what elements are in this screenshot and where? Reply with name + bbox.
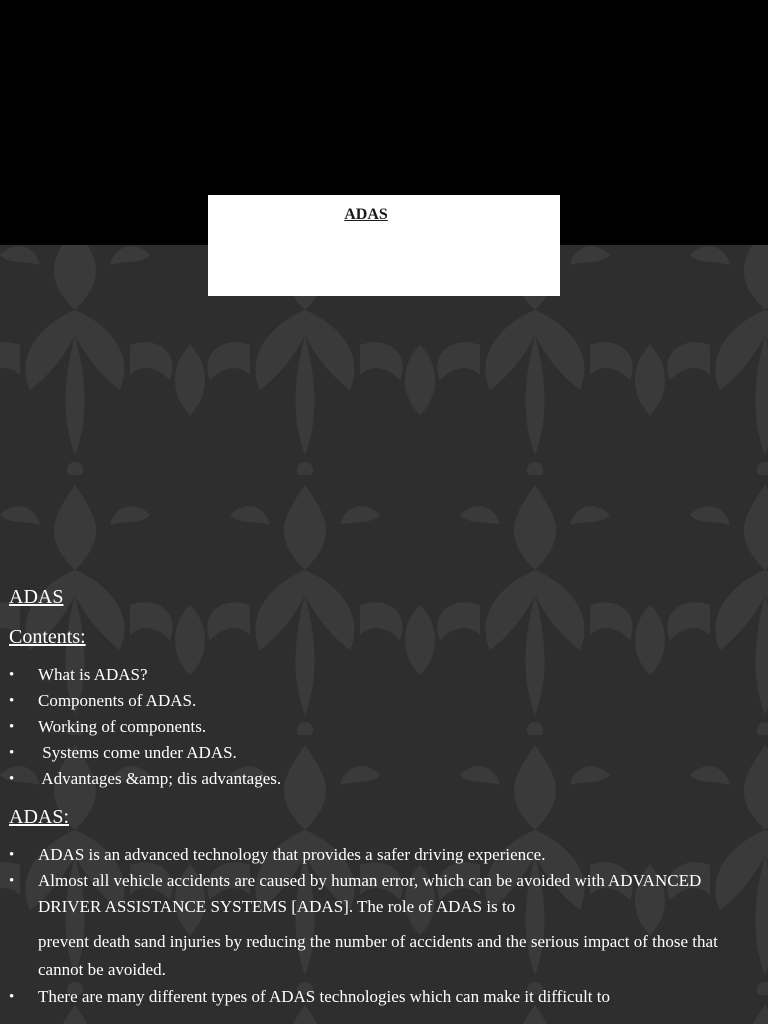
list-item: • There are many different types of ADAS technologies which can make it difficult to (9, 984, 749, 1010)
list-item: • Working of components. (9, 714, 749, 740)
list-item: • Components of ADAS. (9, 688, 749, 714)
adas-list (9, 842, 749, 1010)
adas-section-heading: ADAS: (9, 806, 70, 828)
list-item: • ADAS is an advanced technology that provides a safer driving experience. (9, 842, 749, 868)
bullet-icon: • (9, 873, 15, 889)
list-item-continuation: prevent death sand injuries by reducing the number of accidents and the serious impact of those that cannot be avoided. (38, 932, 718, 979)
slide-title: ADAS (344, 206, 388, 223)
list-item: • Almost all vehicle accidents are caused by human error, which can be avoided with ADVANCED DRIVER ASSISTANCE SYSTEMS [ADAS]. The role of ADAS is to (9, 868, 728, 920)
list-item: • What is ADAS? (9, 662, 749, 688)
list-item: • Advantages &amp; dis advantages. (9, 766, 749, 792)
bullet-icon: • (9, 693, 15, 709)
bullet-icon: • (9, 667, 15, 683)
bullet-icon: • (9, 719, 15, 735)
slide-content (9, 584, 749, 1010)
content-heading-adas: ADAS (9, 586, 64, 608)
list-item: • Systems come under ADAS. (9, 740, 749, 766)
bullet-icon: • (9, 989, 15, 1005)
bullet-icon: • (9, 847, 15, 863)
contents-heading: Contents: (9, 626, 86, 648)
bullet-icon: • (9, 745, 15, 761)
bullet-icon: • (9, 771, 15, 787)
contents-list (9, 662, 749, 792)
slide-title-box (208, 195, 560, 296)
